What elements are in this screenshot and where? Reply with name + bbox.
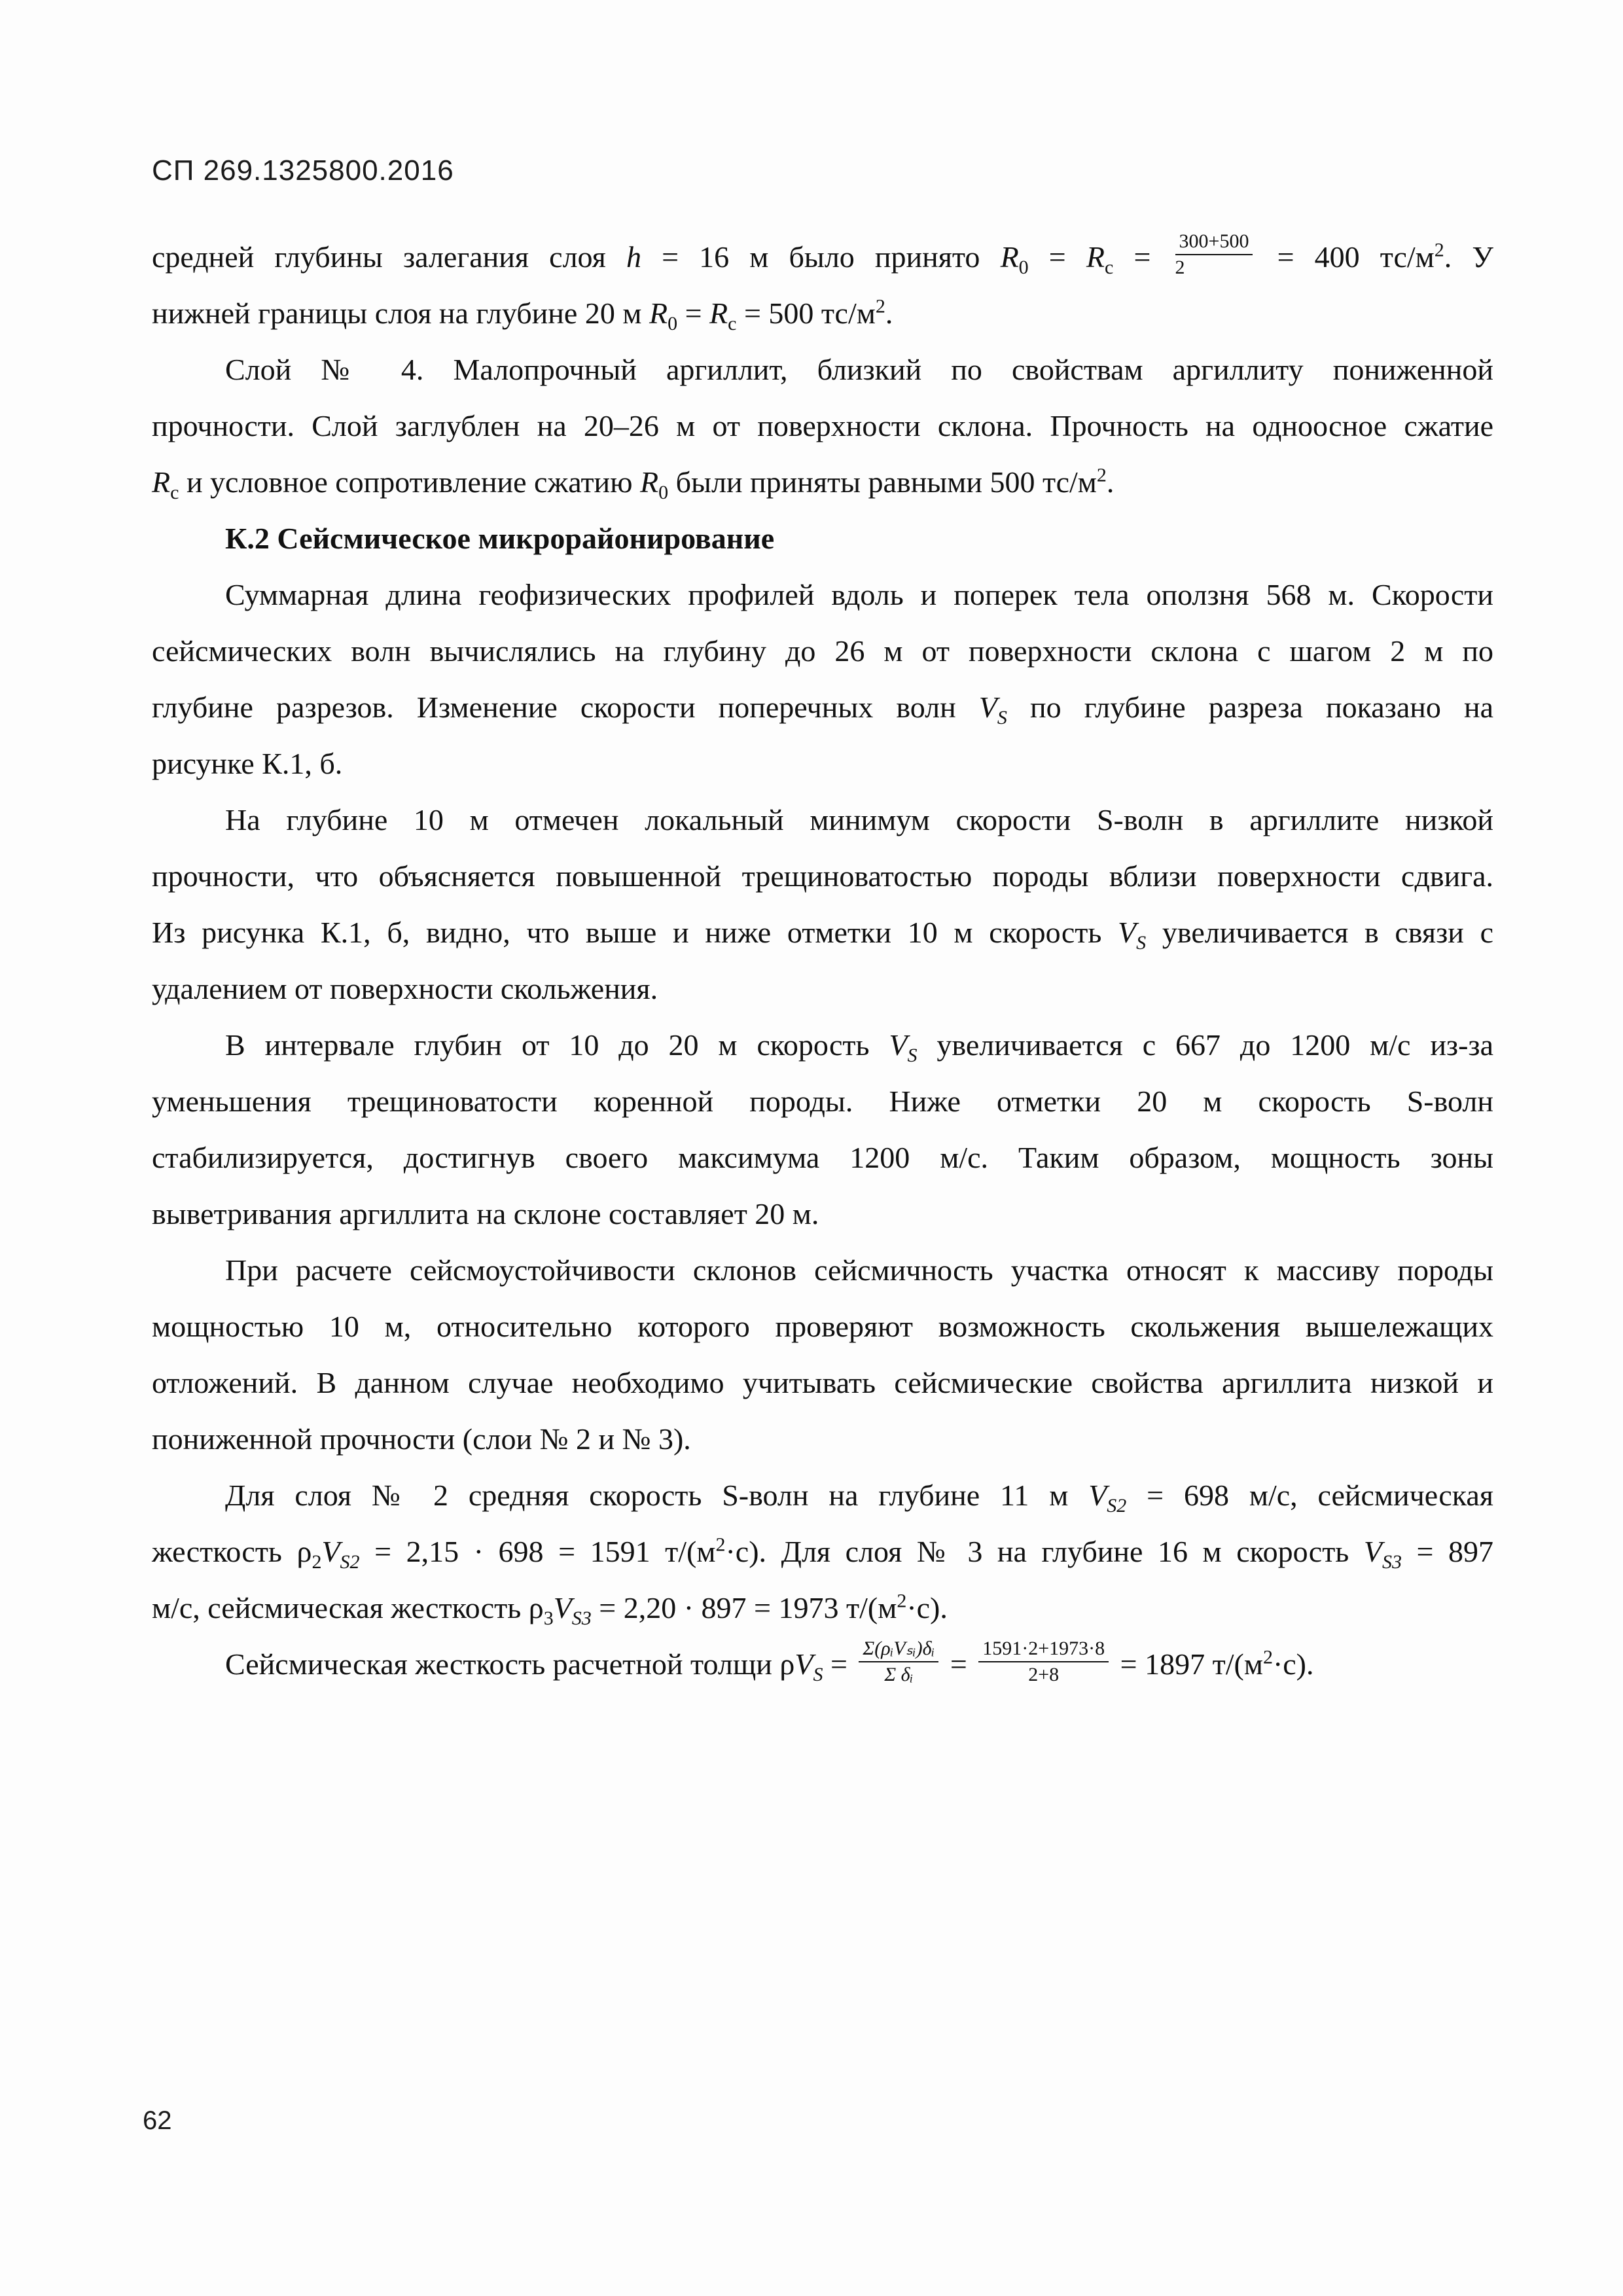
text-line: рисунке К.1, б. xyxy=(152,747,343,780)
text-line: На глубине 10 м отмечен локальный минимум скорости S-волн в аргиллите низкой xyxy=(225,803,1493,836)
text-line: Для слоя № 2 средняя скорость S-волн на глубине 11 м $V_{S2} = 698$ м/с, сейсмическая xyxy=(225,1479,1493,1517)
text-line: $R_c$ и условное сопротивление сжатию $R_0$ были приняты равными 500 $тс/м^2$. xyxy=(152,464,1115,504)
text-line: отложений. В данном случае необходимо учитывать сейсмические свойства аргиллита низкой и xyxy=(152,1366,1493,1399)
fraction: $\frac{300+500}{2}$ xyxy=(1175,232,1253,278)
text-line: мощностью 10 м, относительно которого проверяют возможность скольжения вышележащих xyxy=(152,1310,1493,1343)
text-line: стабилизируется, достигнув своего максимума 1200 м/с. Таким образом, мощность зоны xyxy=(152,1141,1493,1174)
text-line: м/с, сейсмическая жесткость $\rho_3V_{S3} = 2,20 \cdot 897 = 1973$ $т/(м^2\cdot с)$. xyxy=(152,1590,948,1630)
document-body xyxy=(152,229,1493,1693)
text-line: глубине разрезов. Изменение скорости поперечных волн $V_S$ по глубине разреза показано на xyxy=(152,691,1493,729)
text-line: удалением от поверхности скольжения. xyxy=(152,972,658,1005)
text-line: сейсмических волн вычислялись на глубину до 26 м от поверхности склона с шагом 2 м по xyxy=(152,634,1493,668)
text-line: Сейсмическая жесткость расчетной толщи $\rho V_S$ = $\frac{\text{Σ(ρᵢVₛᵢ)δᵢ}}{\text{Σ δᵢ}}$ = $\frac{1591\cdot 2+1973\cdot 8}{2+8}$ = 1897 $т/(м^2\cdot с)$. xyxy=(225,1638,1314,1686)
section-heading: К.2 Сейсмическое микрорайонирование xyxy=(225,522,775,555)
text-line: При расчете сейсмоустойчивости склонов сейсмичность участка относят к массиву породы xyxy=(225,1253,1493,1287)
text-line: пониженной прочности (слои № 2 и № 3). xyxy=(152,1422,691,1456)
document-header: СП 269.1325800.2016 xyxy=(152,154,454,187)
text-line: уменьшения трещиноватости коренной породы. Ниже отметки 20 м скорость S-волн xyxy=(152,1085,1493,1118)
page-number: 62 xyxy=(143,2106,172,2135)
fraction: $\frac{1591\cdot 2+1973\cdot 8}{2+8}$ xyxy=(978,1639,1109,1685)
text-line: жесткость $\rho_2V_{S2} = 2,15 \cdot 698 = 1591$ $т/(м^2\cdot с)$. Для слоя № 3 на глубине 16 м скорость $V_{S3} = 897$ xyxy=(152,1534,1494,1573)
text-line: нижней границы слоя на глубине 20 м $R_0 = R_c = 500$ $тс/м^2$. xyxy=(152,295,893,335)
fraction: $\frac{\text{Σ(ρᵢVₛᵢ)δᵢ}}{\text{Σ δᵢ}}$ xyxy=(859,1639,938,1685)
text-line: средней глубины залегания слоя h = 16 м было принято $R_0 = R_c$ = $\frac{300+500}{2}$ = 400 $тс/м^2$. У xyxy=(152,230,1493,279)
text-line: выветривания аргиллита на склоне составляет 20 м. xyxy=(152,1197,819,1230)
text-line: Суммарная длина геофизических профилей вдоль и поперек тела оползня 568 м. Скорости xyxy=(225,578,1493,611)
text-line: Слой № 4. Малопрочный аргиллит, близкий по свойствам аргиллиту пониженной xyxy=(225,353,1493,386)
text-line: прочности. Слой заглублен на 20–26 м от поверхности склона. Прочность на одноосное сжатие xyxy=(152,409,1493,442)
text-line: В интервале глубин от 10 до 20 м скорость $V_S$ увеличивается с 667 до 1200 м/с из-за xyxy=(225,1028,1494,1067)
text-line: Из рисунка К.1, б, видно, что выше и ниже отметки 10 м скорость $V_S$ увеличивается в связи с xyxy=(152,916,1494,954)
text-line: прочности, что объясняется повышенной трещиноватостью породы вблизи поверхности сдвига. xyxy=(152,859,1493,893)
